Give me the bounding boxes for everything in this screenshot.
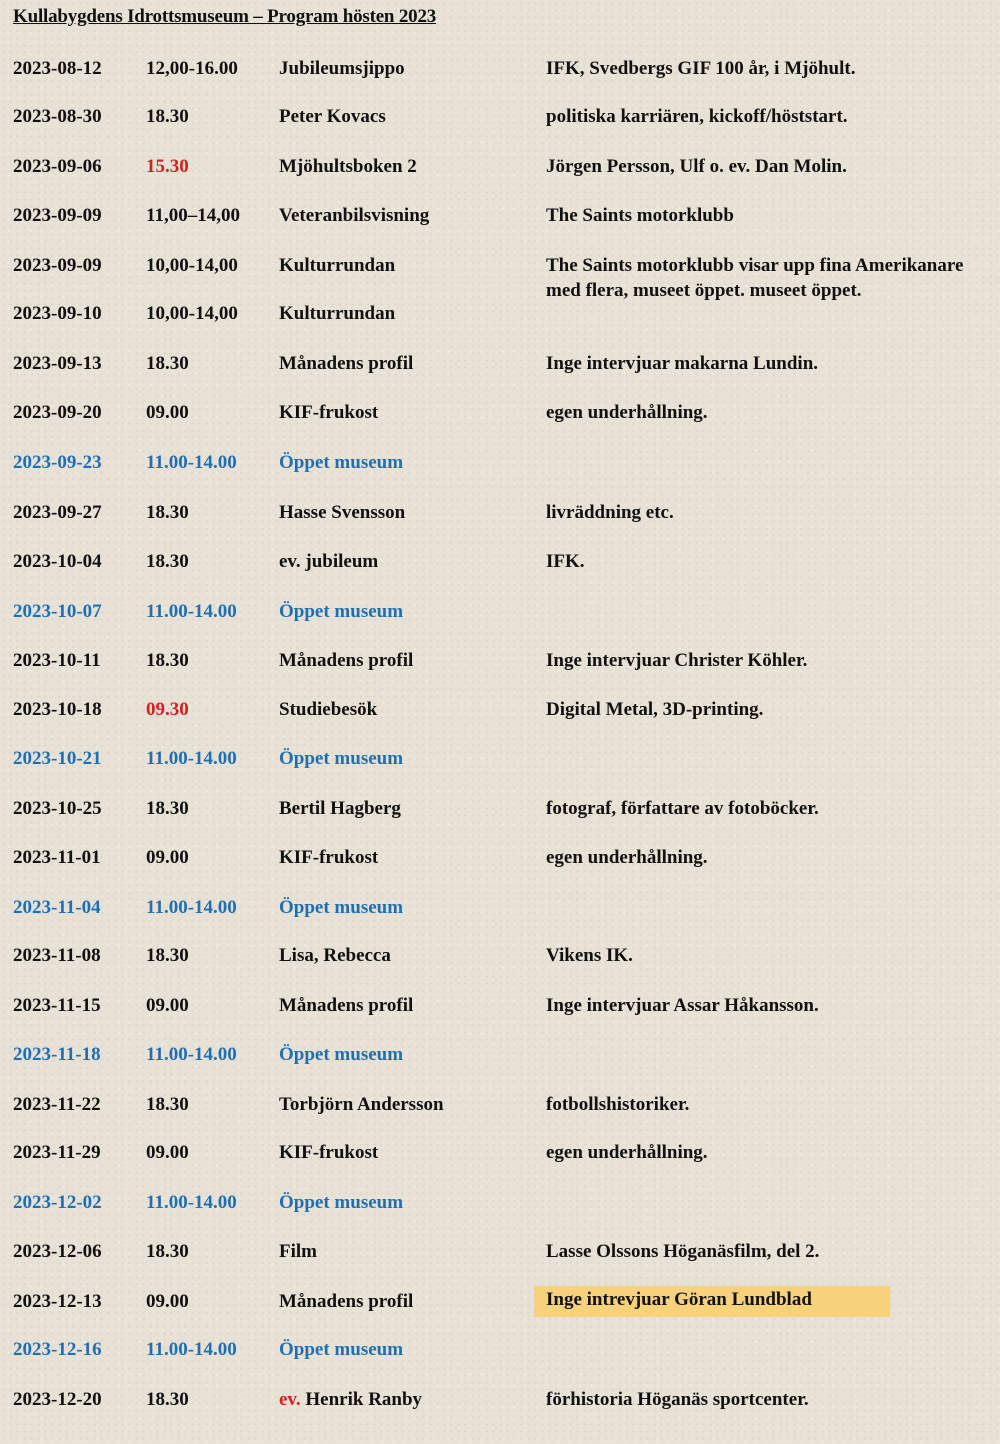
table-row <box>0 1240 1000 1270</box>
row-date: 2023-11-08 <box>13 945 101 966</box>
table-row <box>0 1093 1000 1123</box>
row-time: 11.00-14.00 <box>146 748 237 769</box>
row-event: Öppet museum <box>279 1044 404 1065</box>
table-row <box>0 797 1000 827</box>
row-description: Vikens IK. <box>546 945 633 966</box>
table-row <box>0 1290 1000 1320</box>
row-date: 2023-09-23 <box>13 452 102 473</box>
row-event: Öppet museum <box>279 748 404 769</box>
event-prefix: ev. <box>279 1389 301 1410</box>
row-event: Jubileumsjippo <box>279 58 405 79</box>
row-date: 2023-12-13 <box>13 1291 102 1312</box>
row-event <box>279 1388 422 1412</box>
row-event: ev. jubileum <box>279 551 379 572</box>
row-time: 18.30 <box>146 502 189 523</box>
row-description: egen underhållning. <box>546 402 708 423</box>
table-row <box>0 1388 1000 1418</box>
row-date: 2023-09-20 <box>13 402 102 423</box>
row-description: förhistoria Höganäs sportcenter. <box>546 1389 809 1410</box>
row-date: 2023-09-27 <box>13 502 102 523</box>
row-date: 2023-10-04 <box>13 551 102 572</box>
row-time: 18.30 <box>146 798 189 819</box>
row-time: 11.00-14.00 <box>146 1192 237 1213</box>
table-row <box>0 254 1000 301</box>
row-event: Månadens profil <box>279 650 414 671</box>
table-row <box>0 501 1000 531</box>
row-date: 2023-09-09 <box>13 205 102 226</box>
row-event: KIF-frukost <box>279 1142 379 1163</box>
row-event: Hasse Svensson <box>279 502 406 523</box>
table-row <box>0 944 1000 974</box>
row-description: fotograf, författare av fotoböcker. <box>546 798 819 819</box>
table-row-open-museum <box>0 451 1000 481</box>
row-date: 2023-12-06 <box>13 1241 102 1262</box>
row-time: 09.00 <box>146 995 189 1016</box>
table-row <box>0 57 1000 87</box>
row-description: Digital Metal, 3D-printing. <box>546 699 764 720</box>
row-date: 2023-11-15 <box>13 995 101 1016</box>
table-row <box>0 649 1000 679</box>
row-event: Öppet museum <box>279 1192 404 1213</box>
row-date: 2023-09-06 <box>13 156 102 177</box>
row-description: politiska karriären, kickoff/höststart. <box>546 106 848 127</box>
row-time: 09.00 <box>146 1291 189 1312</box>
event-name: Henrik Ranby <box>305 1389 423 1410</box>
table-row <box>0 1141 1000 1171</box>
table-row <box>0 401 1000 431</box>
row-date: 2023-09-10 <box>13 303 102 324</box>
row-event: Studiebesök <box>279 699 378 720</box>
row-event: Öppet museum <box>279 452 404 473</box>
table-row <box>0 204 1000 234</box>
row-time: 18.30 <box>146 551 189 572</box>
row-event: Öppet museum <box>279 601 404 622</box>
row-date: 2023-11-29 <box>13 1142 101 1163</box>
row-date: 2023-10-25 <box>13 798 102 819</box>
row-date: 2023-09-13 <box>13 353 102 374</box>
row-description: The Saints motorklubb <box>546 205 734 226</box>
row-event: Torbjörn Andersson <box>279 1094 444 1115</box>
row-time: 12,00-16.00 <box>146 58 238 79</box>
table-row-open-museum <box>0 896 1000 926</box>
row-description: livräddning etc. <box>546 502 674 523</box>
row-description: Inge intervjuar Christer Köhler. <box>546 650 808 671</box>
row-date: 2023-11-01 <box>13 847 101 868</box>
table-row <box>0 155 1000 185</box>
row-date: 2023-08-30 <box>13 106 102 127</box>
row-event: Bertil Hagberg <box>279 798 401 819</box>
row-time: 11.00-14.00 <box>146 1044 237 1065</box>
row-event: Film <box>279 1241 317 1262</box>
row-time: 11.00-14.00 <box>146 452 237 473</box>
row-description: The Saints motorklubb visar upp fina Amerikanare med flera, museet öppet. museet öppet. <box>546 255 964 301</box>
table-row <box>0 302 1000 332</box>
row-date: 2023-12-16 <box>13 1339 102 1360</box>
row-description: egen underhållning. <box>546 847 708 868</box>
row-event: Månadens profil <box>279 995 414 1016</box>
row-description-highlighted: Inge intrevjuar Göran Lundblad <box>534 1286 890 1317</box>
row-event: KIF-frukost <box>279 847 379 868</box>
row-time: 18.30 <box>146 106 189 127</box>
row-date: 2023-11-04 <box>13 897 101 918</box>
table-row <box>0 550 1000 580</box>
row-event: Veteranbilsvisning <box>279 205 430 226</box>
row-description: egen underhållning. <box>546 1142 708 1163</box>
row-date: 2023-10-11 <box>13 650 101 671</box>
table-row <box>0 105 1000 135</box>
row-time: 11.00-14.00 <box>146 1339 237 1360</box>
table-row <box>0 846 1000 876</box>
row-date: 2023-09-09 <box>13 255 102 276</box>
row-event: Öppet museum <box>279 1339 404 1360</box>
row-event: Lisa, Rebecca <box>279 945 391 966</box>
row-time: 18.30 <box>146 945 189 966</box>
row-event: Kulturrundan <box>279 303 396 324</box>
row-description: Lasse Olssons Höganäsfilm, del 2. <box>546 1241 820 1262</box>
row-event: Kulturrundan <box>279 255 396 276</box>
row-time: 11.00-14.00 <box>146 897 237 918</box>
row-time: 10,00-14,00 <box>146 255 238 276</box>
row-date: 2023-11-22 <box>13 1094 101 1115</box>
table-row-open-museum <box>0 747 1000 777</box>
row-event: Öppet museum <box>279 897 404 918</box>
page-title: Kullabygdens Idrottsmuseum – Program hösten 2023 <box>13 6 437 27</box>
row-date: 2023-10-21 <box>13 748 102 769</box>
row-time: 18.30 <box>146 353 189 374</box>
table-row-open-museum <box>0 1338 1000 1368</box>
row-event: KIF-frukost <box>279 402 379 423</box>
row-time: 18.30 <box>146 1389 189 1410</box>
table-row <box>0 698 1000 728</box>
row-description: Inge intervjuar makarna Lundin. <box>546 353 819 374</box>
row-time: 09.00 <box>146 1142 189 1163</box>
row-description: IFK, Svedbergs GIF 100 år, i Mjöhult. <box>546 58 856 79</box>
row-time: 10,00-14,00 <box>146 303 238 324</box>
table-row <box>0 352 1000 382</box>
row-date: 2023-12-20 <box>13 1389 102 1410</box>
row-date: 2023-11-18 <box>13 1044 101 1065</box>
row-time: 15.30 <box>146 156 189 177</box>
table-row <box>0 994 1000 1024</box>
row-description: Jörgen Persson, Ulf o. ev. Dan Molin. <box>546 156 847 177</box>
row-time: 18.30 <box>146 1241 189 1262</box>
row-event: Mjöhultsboken 2 <box>279 156 417 177</box>
row-date: 2023-08-12 <box>13 58 102 79</box>
row-event: Peter Kovacs <box>279 106 386 127</box>
row-event: Månadens profil <box>279 1291 414 1312</box>
row-time: 11,00–14,00 <box>146 205 240 226</box>
table-row-open-museum <box>0 1191 1000 1221</box>
row-time: 18.30 <box>146 650 189 671</box>
row-time: 09.00 <box>146 402 189 423</box>
row-description: Inge intervjuar Assar Håkansson. <box>546 995 819 1016</box>
table-row-open-museum <box>0 1043 1000 1073</box>
row-description: IFK. <box>546 551 585 572</box>
row-date: 2023-10-07 <box>13 601 102 622</box>
row-date: 2023-10-18 <box>13 699 102 720</box>
row-time: 09.00 <box>146 847 189 868</box>
row-time: 11.00-14.00 <box>146 601 237 622</box>
row-time: 18.30 <box>146 1094 189 1115</box>
row-date: 2023-12-02 <box>13 1192 102 1213</box>
table-row-open-museum <box>0 600 1000 630</box>
row-description: fotbollshistoriker. <box>546 1094 690 1115</box>
row-time: 09.30 <box>146 699 189 720</box>
row-event: Månadens profil <box>279 353 414 374</box>
